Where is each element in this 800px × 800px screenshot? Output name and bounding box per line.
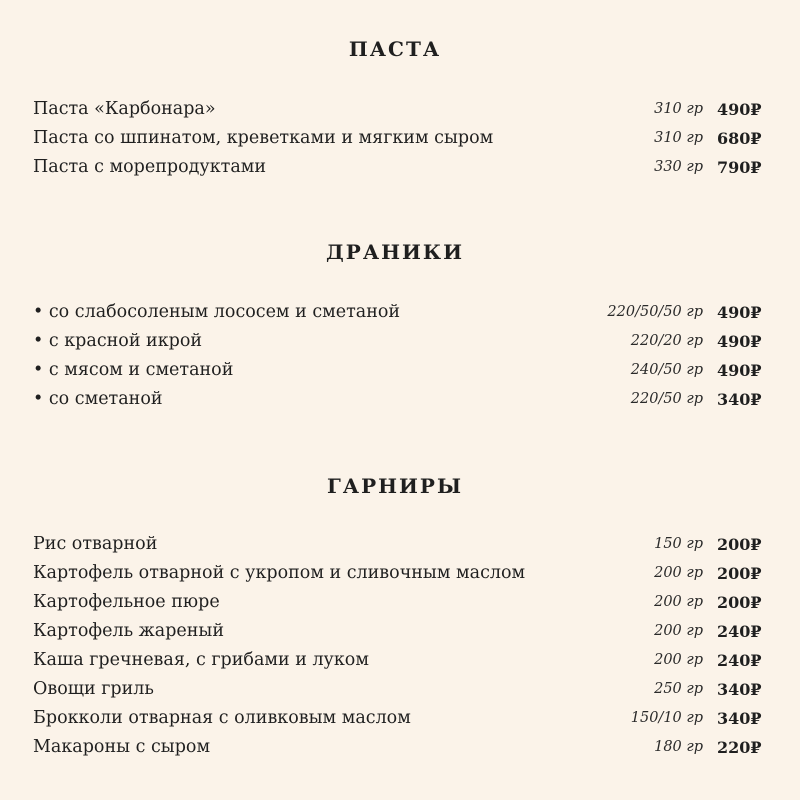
item-price: 240₽ <box>717 622 762 641</box>
item-name: Каша гречневая, с грибами и луком <box>33 650 369 670</box>
item-price: 340₽ <box>717 680 762 699</box>
menu-item <box>33 327 762 356</box>
item-name: Рис отварной <box>33 534 158 554</box>
item-price: 340₽ <box>717 390 762 409</box>
menu-item <box>33 356 762 385</box>
item-price: 790₽ <box>717 158 762 177</box>
item-price: 490₽ <box>717 100 762 119</box>
item-price: 200₽ <box>717 564 762 583</box>
section-title-pasta: ПАСТА <box>348 37 442 61</box>
menu-item <box>33 617 762 646</box>
item-name: Паста со шпинатом, креветками и мягким сыром <box>33 128 494 148</box>
item-price: 340₽ <box>717 709 762 728</box>
item-price: 490₽ <box>717 303 762 322</box>
section-title-garniry: ГАРНИРЫ <box>326 474 463 498</box>
section-title-draniki: ДРАНИКИ <box>326 240 464 264</box>
item-price: 200₽ <box>717 593 762 612</box>
item-weight: 220/50 гр <box>630 391 703 407</box>
item-name: Картофельное пюре <box>33 592 220 612</box>
item-weight: 250 гр <box>654 681 703 697</box>
item-weight: 330 гр <box>654 159 703 175</box>
item-name: Паста «Карбонара» <box>33 99 216 119</box>
item-weight: 220/20 гр <box>630 333 703 349</box>
item-name: Паста с морепродуктами <box>33 157 267 177</box>
item-price: 200₽ <box>717 535 762 554</box>
item-name: • со слабосоленым лососем и сметаной <box>33 302 401 322</box>
menu-item <box>33 530 762 559</box>
item-name: Картофель отварной с укропом и сливочным маслом <box>33 563 526 583</box>
menu-item <box>33 298 762 327</box>
item-price: 680₽ <box>717 129 762 148</box>
item-name: • со сметаной <box>33 389 163 409</box>
item-weight: 200 гр <box>654 623 703 639</box>
menu-item <box>33 704 762 733</box>
item-weight: 150 гр <box>654 536 703 552</box>
item-name: Брокколи отварная с оливковым маслом <box>33 708 411 728</box>
item-weight: 240/50 гр <box>630 362 703 378</box>
item-weight: 220/50/50 гр <box>607 304 703 320</box>
item-weight: 180 гр <box>654 739 703 755</box>
menu-item <box>33 733 762 762</box>
item-weight: 200 гр <box>654 594 703 610</box>
menu-item <box>33 559 762 588</box>
menu-item <box>33 153 762 182</box>
menu-item <box>33 385 762 414</box>
item-weight: 200 гр <box>654 652 703 668</box>
item-name: • с красной икрой <box>33 331 203 351</box>
menu-item <box>33 675 762 704</box>
item-price: 220₽ <box>717 738 762 757</box>
item-weight: 310 гр <box>654 101 703 117</box>
menu-item <box>33 124 762 153</box>
item-price: 490₽ <box>717 361 762 380</box>
item-weight: 310 гр <box>654 130 703 146</box>
item-name: Картофель жареный <box>33 621 225 641</box>
menu-item <box>33 646 762 675</box>
item-name: Овощи гриль <box>33 679 154 699</box>
item-price: 490₽ <box>717 332 762 351</box>
menu-item <box>33 588 762 617</box>
menu-item <box>33 95 762 124</box>
item-name: Макароны с сыром <box>33 737 211 757</box>
item-name: • с мясом и сметаной <box>33 360 234 380</box>
item-weight: 200 гр <box>654 565 703 581</box>
item-weight: 150/10 гр <box>630 710 703 726</box>
item-price: 240₽ <box>717 651 762 670</box>
